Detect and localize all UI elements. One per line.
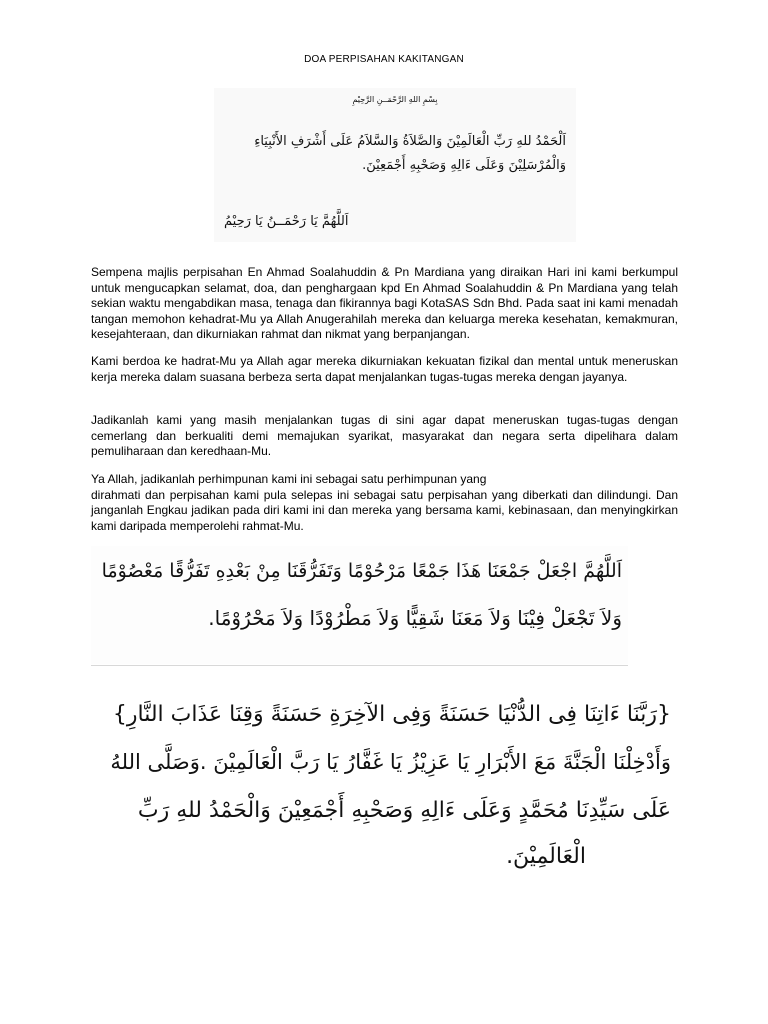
opening-praise-line-2: وَالْمُرْسَلِيْنَ وَعَلَى ءَالِهِ وَصَحْبِهِ أَجْمَعِيْنَ.: [362, 158, 566, 173]
closing-prayer-line-4: الْعَالَمِيْنَ.: [506, 844, 586, 869]
paragraph-gathering-line-2: dirahmati dan perpisahan kami pula selepas ini sebagai satu perpisahan yang diberkati dan dilindungi. Dan janganlah Engkau jadikan pada diri kami ini dan mereka yang bersama kami, kebinasaan, dan menyingkirkan kami daripada memperolehi rahmat-Mu.: [91, 487, 678, 533]
paragraph-gathering-prayer: [91, 472, 678, 534]
paragraph-strength-prayer: Kami berdoa ke hadrat-Mu ya Allah agar mereka dikurniakan kekuatan fizikal dan mental untuk meneruskan kerja mereka dalam suasana berbeza serta dapat menjalankan tugas-tugas mereka dengan jayanya.: [91, 354, 678, 384]
middle-arabic-image: [91, 546, 628, 664]
paragraph-remaining-staff: Jadikanlah kami yang masih menjalankan tugas di sini agar dapat meneruskan tugas-tugas dengan cemerlang dan berkualiti demi memajukan syarikat, masyarakat dan negara serta dipelihara dalam pemuliharaan dan keredhaan-Mu.: [91, 413, 678, 458]
closing-prayer-line-2: وَأَدْخِلْنَا الْجَنَّةَ مَعَ الأَبْرَارِ يَا عَزِيْزُ يَا غَفَّارُ يَا رَبَّ الْعَالَمِيْنَ .وَصَلَّى اللهُ: [110, 750, 671, 774]
gathering-prayer-arabic-line-2: وَلاَ تَجْعَلْ فِيْنَا وَلاَ مَعَنَا شَقِيًّا وَلاَ مَطْرُوْدًا وَلاَ مَحْرُوْمًا.: [208, 606, 622, 630]
gathering-prayer-arabic-line-1: اَللَّهُمَّ اجْعَلْ جَمْعَنَا هَذَا جَمْعًا مَرْحُوْمًا وَتَفَرُّقَنَا مِنْ بَعْدِهِ تَفَرُّقًا مَعْصُوْمًا: [101, 560, 622, 582]
paragraph-farewell-intro: Sempena majlis perpisahan En Ahmad Soalahuddin & Pn Mardiana yang diraikan Hari ini kami berkumpul untuk mengucapkan selamat, doa, dan penghargaan kpd En Ahmad Soalahuddin & Pn Mardiana yang telah sekian waktu mengabdikan masa, tenaga dan fikirannya bagi KotaSAS Sdn Bhd. Pada saat ini kami menadah tangan memohon kehadrat-Mu ya Allah Anugerahilah mereka dan keluarga mereka kesehatan, kemakmuran, kesejahteraan, dan dikurniakan rahmat dan nikmat yang berpanjangan.: [91, 265, 678, 341]
basmala-text: بِسْمِ اللهِ الرَّحْمَــنِ الرَّحِيْمِ: [352, 95, 438, 104]
document-title: DOA PERPISAHAN KAKITANGAN: [304, 54, 464, 65]
closing-prayer-line-3: عَلَى سَيِّدِنَا مُحَمَّدٍ وَعَلَى ءَالِهِ وَصَحْبِهِ أَجْمَعِيْنَ وَالْحَمْدُ للهِ رَبِّ: [137, 798, 671, 823]
closing-prayer-line-1: {رَبَّنَا ءَاتِنَا فِى الدُّنْيَا حَسَنَةً وَفِى الآخِرَةِ حَسَنَةً وَقِنَا عَذَابَ النَّارِ}: [112, 702, 671, 727]
invocation-text: اَللَّهُمَّ يَا رَحْمَــنُ يَا رَحِيْمُ: [224, 214, 349, 229]
closing-arabic-block: [91, 690, 671, 890]
paragraph-gathering-line-1: Ya Allah, jadikanlah perhimpunan kami ini sebagai satu perhimpunan yang: [91, 472, 487, 486]
opening-praise-line-1: اَلْحَمْدُ للهِ رَبِّ الْعَالَمِيْنَ وَالصَّلاَةُ وَالسَّلاَمُ عَلَى أَشْرَفِ الأَنْبِيَاءِ: [254, 134, 566, 149]
header-arabic-image: [214, 88, 576, 242]
panel-divider: [91, 665, 628, 666]
